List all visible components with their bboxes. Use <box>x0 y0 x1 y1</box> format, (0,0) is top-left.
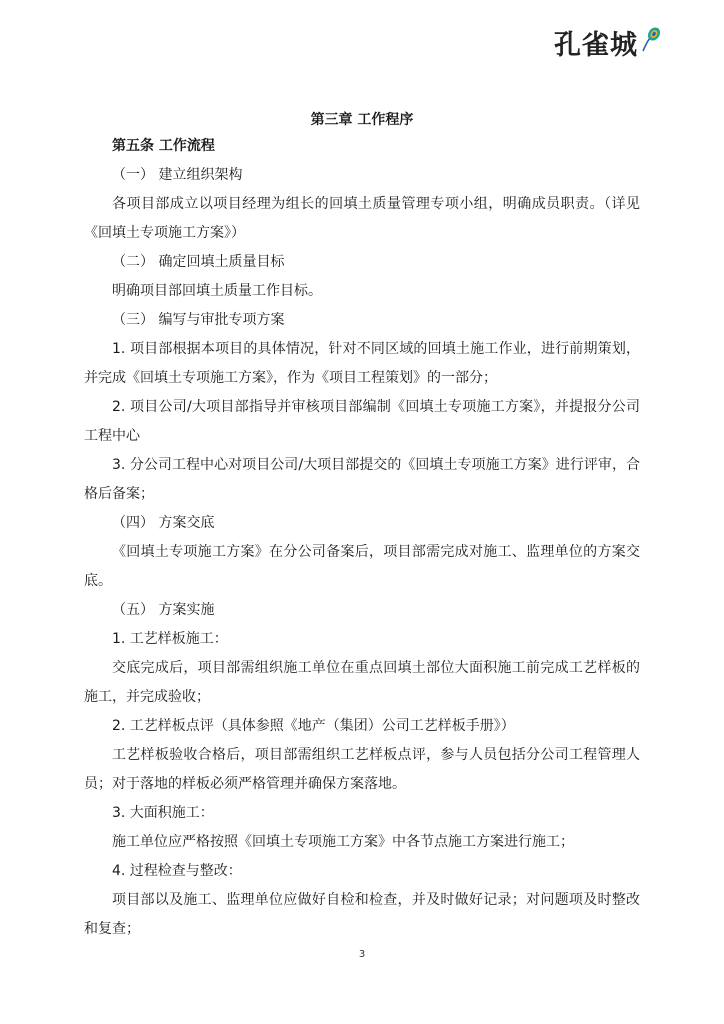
article-heading: 第五条 工作流程 <box>112 138 215 154</box>
paragraph: 明确项目部回填土质量工作目标。 <box>112 283 322 299</box>
section-heading: （四） 方案交底 <box>112 515 215 531</box>
paragraph: 各项目部成立以项目经理为组长的回填土质量管理专项小组，明确成员职责。（详见《回填土专项施工方案》） <box>84 196 640 241</box>
paragraph: 3. 分公司工程中心对项目公司/大项目部提交的《回填土专项施工方案》进行评审，合格后备案； <box>84 457 640 502</box>
brand-logo <box>554 22 638 62</box>
paragraph: 施工单位应严格按照《回填土专项施工方案》中各节点施工方案进行施工； <box>112 834 574 850</box>
paragraph: 交底完成后，项目部需组织施工单位在重点回填土部位大面积施工前完成工艺样板的施工，并完成验收； <box>84 660 640 705</box>
logo-text: 孔雀城 <box>554 29 638 61</box>
paragraph: 《回填土专项施工方案》在分公司备案后，项目部需完成对施工、监理单位的方案交底。 <box>84 544 640 589</box>
subsection-heading: 1. 工艺样板施工： <box>112 631 228 647</box>
section-heading: （五） 方案实施 <box>112 602 215 618</box>
document-body <box>84 132 640 944</box>
subsection-heading: 3. 大面积施工： <box>112 805 214 821</box>
chapter-title: 第三章 工作程序 <box>310 112 414 128</box>
section-heading: （二） 确定回填土质量目标 <box>112 254 285 270</box>
subsection-heading: 4. 过程检查与整改： <box>112 863 242 879</box>
paragraph: 1. 项目部根据本项目的具体情况，针对不同区域的回填土施工作业，进行前期策划，并完成《回填土专项施工方案》，作为《项目工程策划》的一部分； <box>84 341 640 386</box>
peacock-feather-icon <box>640 26 660 52</box>
section-heading: （三） 编写与审批专项方案 <box>112 312 285 328</box>
paragraph: 工艺样板验收合格后，项目部需组织工艺样板点评，参与人员包括分公司工程管理人员；对于落地的样板必须严格管理并确保方案落地。 <box>84 747 640 792</box>
section-heading: （一） 建立组织架构 <box>112 167 243 183</box>
subsection-heading: 2. 工艺样板点评（具体参照《地产（集团）公司工艺样板手册》） <box>112 718 515 734</box>
paragraph: 项目部以及施工、监理单位应做好自检和检查，并及时做好记录；对问题项及时整改和复查； <box>84 892 640 937</box>
paragraph: 2. 项目公司/大项目部指导并审核项目部编制《回填土专项施工方案》，并提报分公司工程中心 <box>84 399 640 444</box>
page-number: 3 <box>358 949 366 960</box>
